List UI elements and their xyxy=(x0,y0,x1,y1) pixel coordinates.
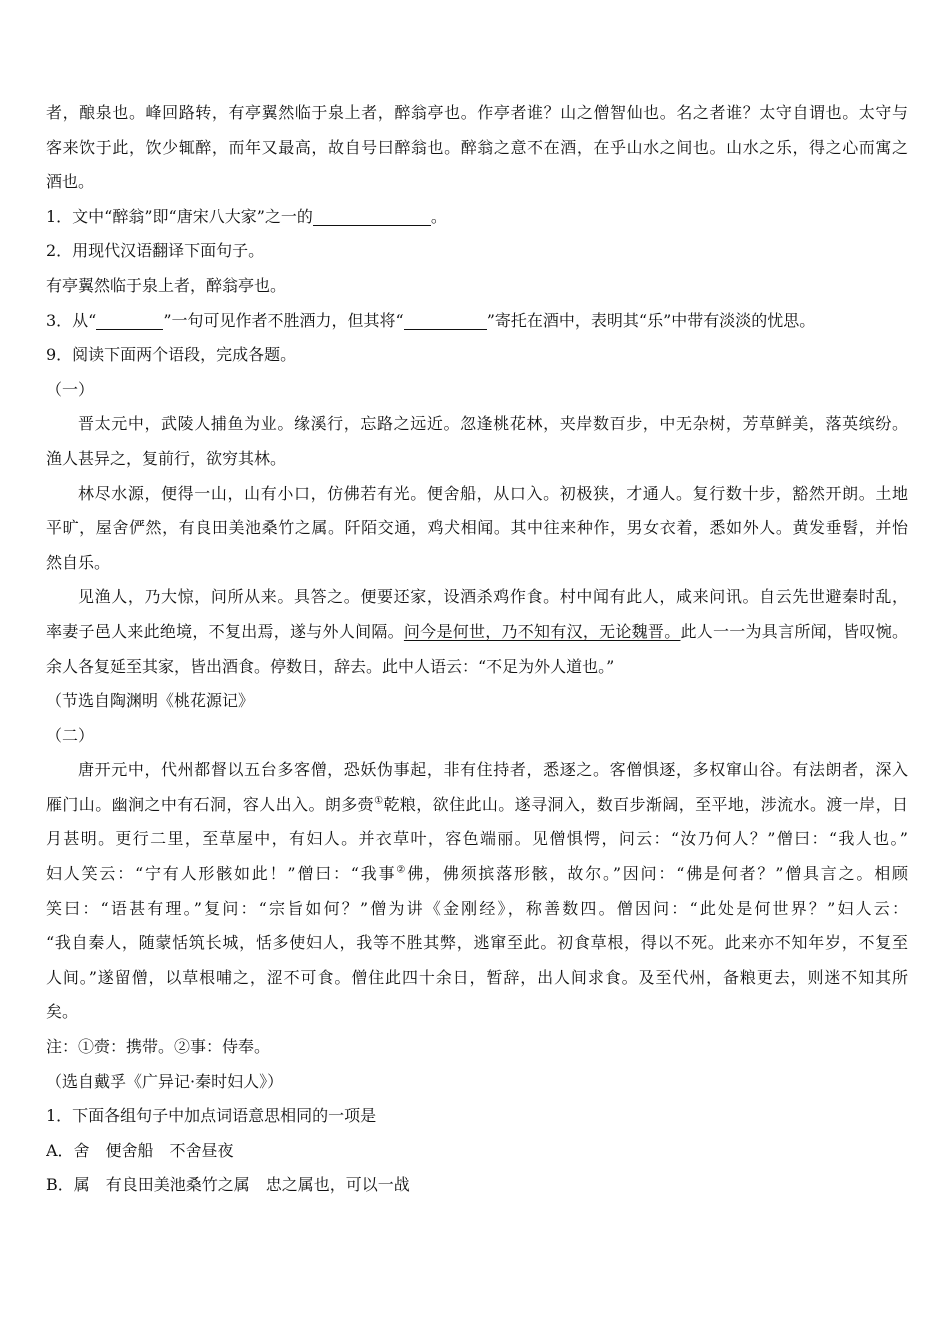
section-label: （一） xyxy=(46,379,95,399)
passage-line: 然自乐。 xyxy=(46,552,111,572)
passage-line: 唐开元中，代州都督以五台多客僧，恐妖伪事起，非有住持者，悉逐之。客僧惧逐，多权窜山谷。有法朗者，深入 xyxy=(78,760,908,780)
passage-line: 余人各复延至其家，皆出酒食。停数日，辞去。此中人语云：“不足为外人道也。” xyxy=(46,656,615,676)
answer-blank[interactable] xyxy=(313,205,431,226)
passage-line: 妇人笑云：“宁有人形骸如此！”僧曰：“我事②佛，佛须摈落形骸，故尔。”因问：“佛是何者？”僧具言之。相顾 xyxy=(46,864,908,884)
question-8-1: 1．文中“醉翁”即“唐宋八大家”之一的 。 xyxy=(46,206,447,226)
passage-line: 林尽水源，便得一山，山有小口，仿佛若有光。便舍船，从口入。初极狭，才通人。复行数十步，豁然开朗。土地 xyxy=(78,483,908,503)
passage-line: 见渔人，乃大惊，问所从来。具答之。便要还家，设酒杀鸡作食。村中闻有此人，咸来问讯。自云先世避秦时乱， xyxy=(78,587,908,607)
passage-line: 酒也。 xyxy=(46,172,95,192)
option-a[interactable]: A．舍 便舍船 不舍昼夜 xyxy=(46,1140,234,1160)
passage-line: 人间。”遂留僧，以草根哺之，涩不可食。僧住此四十余日，暂辞，出人间求食。及至代州，备粮更去，则迷不知其所 xyxy=(46,967,908,987)
source-citation: （选自戴孚《广异记·秦时妇人》） xyxy=(46,1071,284,1091)
footnote-marker: ② xyxy=(396,864,408,876)
passage-line: “我自秦人，随蒙恬筑长城，恬多使妇人，我等不胜其弊，逃窜至此。初食草根，得以不死。此来亦不知年岁，不复至 xyxy=(46,933,908,953)
passage-line: 晋太元中，武陵人捕鱼为业。缘溪行，忘路之远近。忽逢桃花林，夹岸数百步，中无杂树，芳草鲜美，落英缤纷。 xyxy=(78,414,908,434)
translate-sentence: 有亭翼然临于泉上者，醉翁亭也。 xyxy=(46,275,287,295)
question-9-title: 9．阅读下面两个语段，完成各题。 xyxy=(46,345,297,365)
source-citation: （节选自陶渊明《桃花源记》 xyxy=(46,691,255,711)
underlined-sentence: 问今是何世，乃不知有汉，无论魏晋。 xyxy=(403,621,681,641)
sub-question-1: 1．下面各组句子中加点词语意思相同的一项是 xyxy=(46,1106,377,1126)
passage-line: 客来饮于此，饮少辄醉，而年又最高，故自号曰醉翁也。醉翁之意不在酒，在乎山水之间也。山水之乐，得之心而寓之 xyxy=(46,137,908,157)
question-8-3: 3．从“ ”一句可见作者不胜酒力，但其将“ ”寄托在酒中，表明其“乐”中带有淡淡的忧思。 xyxy=(46,310,816,330)
footnotes: 注：①赍：携带。②事：侍奉。 xyxy=(46,1037,271,1057)
footnote-marker: ① xyxy=(374,795,384,807)
question-8-2: 2．用现代汉语翻译下面句子。 xyxy=(46,241,265,261)
passage-line: 雁门山。幽涧之中有石洞，容人出入。朗多赍①乾粮，欲住此山。遂寻洞入，数百步渐阔，至平地，涉流水。渡一岸，日 xyxy=(46,794,908,814)
passage-line: 笑曰：“语甚有理。”复问：“宗旨如何？”僧为讲《金刚经》，称善数四。僧因问：“此处是何世界？”妇人云： xyxy=(46,898,908,918)
passage-line: 者，酿泉也。峰回路转，有亭翼然临于泉上者，醉翁亭也。作亭者谁？山之僧智仙也。名之者谁？太守自谓也。太守与 xyxy=(46,103,908,122)
option-b[interactable]: B．属 有良田美池桑竹之属 忠之属也，可以一战 xyxy=(46,1175,410,1195)
answer-blank[interactable] xyxy=(96,309,163,330)
passage-line: 渔人甚异之，复前行，欲穷其林。 xyxy=(46,448,287,468)
passage-line: 率妻子邑人来此绝境，不复出焉，遂与外人间隔。问今是何世，乃不知有汉，无论魏晋。此人一一为具言所闻，皆叹惋。 xyxy=(46,621,908,641)
answer-blank[interactable] xyxy=(404,309,487,330)
document-page xyxy=(46,96,908,1203)
passage-line: 平旷，屋舍俨然，有良田美池桑竹之属。阡陌交通，鸡犬相闻。其中往来种作，男女衣着，悉如外人。黄发垂髫，并怡 xyxy=(46,518,908,538)
section-label: （二） xyxy=(46,725,95,745)
passage-line: 月甚明。更行二里，至草屋中，有妇人。并衣草叶，容色端丽。见僧惧愕，问云：“汝乃何人？”僧曰：“我人也。” xyxy=(46,829,908,849)
passage-line: 矣。 xyxy=(46,1002,79,1022)
